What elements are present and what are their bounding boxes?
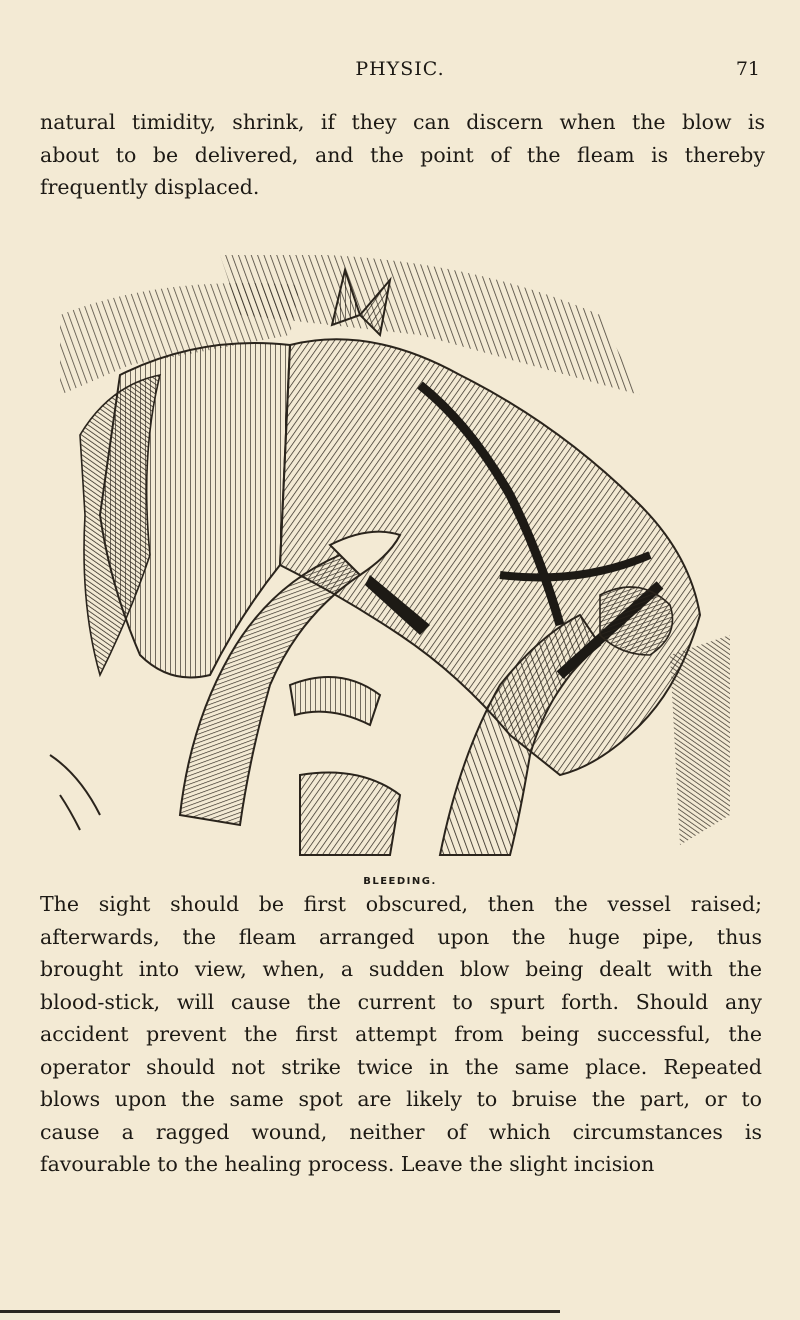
- fingers: [600, 587, 673, 655]
- sleeve-cuff: [290, 677, 380, 725]
- bottom-left-lines: [50, 755, 100, 830]
- text-line: favourable to the healing process. Leave the slight incision: [40, 1152, 655, 1176]
- text-line: natural timidity, shrink, if they can discern when the blow is: [40, 110, 765, 134]
- figure-caption: BLEEDING.: [363, 876, 437, 887]
- text-line: about to be delivered, and the point of the fleam is thereby: [40, 142, 765, 167]
- bleeding-engraving: [40, 255, 740, 865]
- page-number: 71: [735, 58, 760, 80]
- running-title: PHYSIC.: [355, 58, 445, 80]
- text-line: cause a ragged wound, neither of which circumstances is: [40, 1119, 762, 1144]
- right-shading: [670, 635, 730, 845]
- text-line: frequently displaced.: [40, 175, 260, 199]
- text-line: afterwards, the fleam arranged upon the huge pipe, thus: [40, 924, 762, 949]
- text-line: operator should not strike twice in the same place. Repeated: [40, 1054, 762, 1079]
- text-line: blood-stick, will cause the current to spurt forth. Should any: [40, 989, 762, 1014]
- text-line: accident prevent the first attempt from being successful, the: [40, 1022, 762, 1046]
- text-line: The sight should be first obscured, then the vessel raised;: [40, 892, 762, 916]
- text-line: blows upon the same spot are likely to bruise the part, or to: [40, 1087, 762, 1111]
- text-line: brought into view, when, a sudden blow being dealt with the: [40, 957, 762, 981]
- bottom-edge-rule: [0, 1310, 560, 1313]
- running-head: [40, 58, 760, 88]
- bottom-paragraph: [40, 888, 762, 1181]
- top-paragraph: [40, 106, 765, 204]
- lower-cuff: [300, 773, 400, 856]
